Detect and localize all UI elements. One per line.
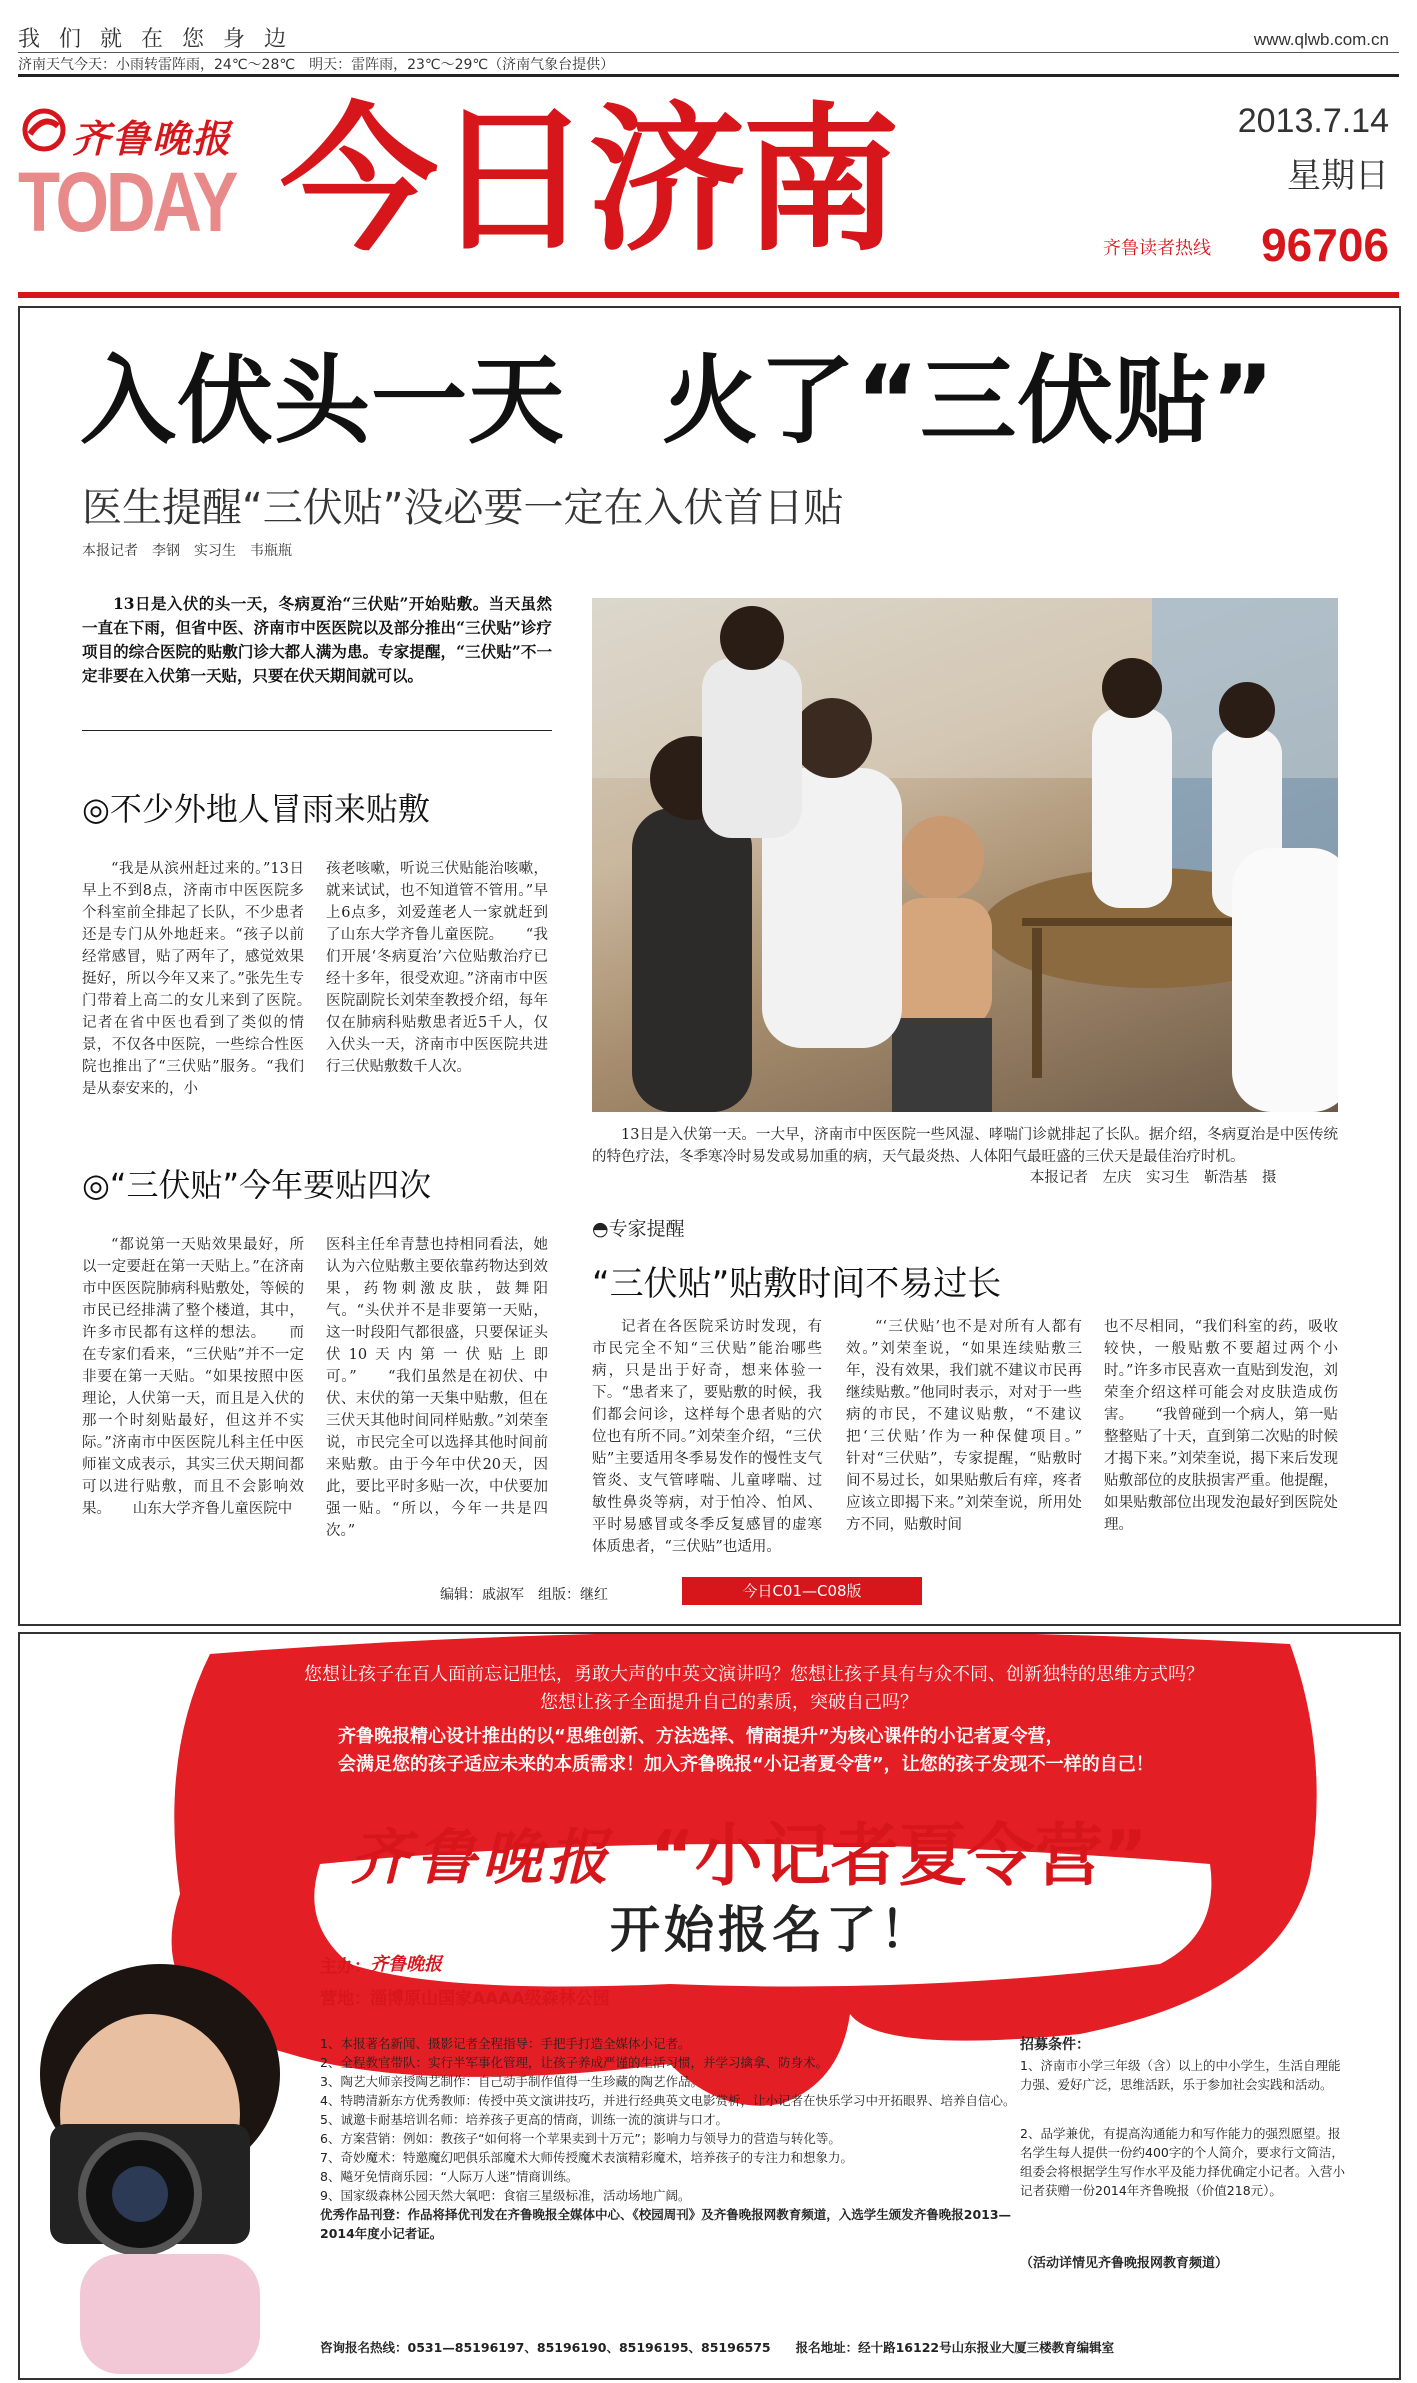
headline: 入伏头一天 火了“三伏贴” (80, 345, 1276, 457)
ad-line-3: 齐鲁晚报精心设计推出的以“思维创新、方法选择、情商提升”为核心课件的小记者夏令营， (338, 1726, 1064, 1747)
section2-col1: “都说第一天贴效果最好，所以一定要赶在第一天贴上。”在济南市中医医院肺病科贴敷处，等候的市民已经排满了整个楼道，其中，许多市民都有这样的想法。 而在专家们看来，“三伏贴”并不一定非要在第一天贴。“如果按照中医理论，人伏第一天，而且是入伏的那一个时刻贴最好，但这并不实际。”济南市中医医院儿科主任中医师崔文成表示，其实三伏天期间都可以进行贴敷，而且不会影响效果。 山东大学齐鲁儿童医院中 (82, 1237, 304, 1517)
weather-bar: 济南天气今天：小雨转雷阵雨，24℃～28℃ 明天：雷阵雨，23℃～29℃（济南气象台提供） (18, 57, 615, 73)
hotline-number[interactable]: 96706 (1261, 219, 1389, 271)
section1-col1: “我是从滨州赶过来的。”13日早上不到8点，济南市中医医院多个科室前全排起了长队，不少患者还是专门从外地赶来。“孩子以前经常感冒，贴了两年了，感觉效果挺好，所以今年又来了。”张先生专门带着上高二的女儿来到了医院。 记者在省中医也看到了类似的情景，不仅各中医院，一些综合性医院也推出了“三伏贴”服务。“我们是从泰安来的，小 (82, 861, 333, 1097)
ad-item: 4、特聘清新东方优秀教师：传授中英文演讲技巧，并进行经典英文电影赏析，让小记者在快乐学习中开拓眼界、培养自信心。 (320, 2093, 1016, 2108)
expert-title: “三伏贴”贴敷时间不易过长 (592, 1264, 1002, 1304)
expert-col2: “‘三伏贴’也不是对所有人都有效。”刘荣奎说，“如果连续贴敷三年，没有效果，我们就不建议市民再继续贴敷。”他同时表示，对对于一些病的市民，不建议贴敷，“不建议把‘三伏贴’作为一种保健项目。” 针对“三伏贴”，专家提醒，“贴敷时间不易过长，如果贴敷后有痒，疼者应该立即揭下来。”刘荣奎说，所用处方不同，贴敷时间 (846, 1319, 1111, 1533)
expert-label: ◓专家提醒 (592, 1218, 685, 1240)
ad-start: 开始报名了！ (610, 1901, 934, 1959)
ad-brand: 齐鲁晚报 (350, 1823, 614, 1893)
photo-illustration (592, 598, 1338, 1112)
edition-badge: 今日C01—C08版 (682, 1577, 922, 1605)
ad-item: 2、全程教官带队：实行半军事化管理，让孩子养成严谨的生活习惯，并学习擒拿、防身术。 (320, 2055, 828, 2070)
expert-col3: 也不尽相同，“我们科室的药，吸收较快，一般贴敷不要超过两个小时。”许多市民喜欢一直贴到发泡，刘荣奎介绍这样可能会对皮肤造成伤害。 “我曾碰到一个病人，第一贴整整贴了十天，直到第二次贴的时候才揭下来。”刘荣奎说，揭下来后发现贴敷部位的皮肤损害严重。他提醒，如果贴敷部位出现发泡最好到医院处理。 (1104, 1319, 1338, 1533)
ad-item: 9、国家级森林公园天然大氧吧：食宿三星级标准，活动场地广阔。 (320, 2188, 691, 2203)
weekday: 星期日 (1287, 156, 1389, 196)
requirement-2: 2、品学兼优，有提高沟通能力和写作能力的强烈愿望。报名学生每人提供一份约400字的个人简介，要求行文简洁，组委会将根据学生写作水平及能力择优确定小记者。入营小记者获赠一份2014年齐鲁晚报（价值218元）。 (1020, 2126, 1346, 2198)
hotline-label: 齐鲁读者热线 (1103, 238, 1211, 259)
ad-frame (18, 1632, 1401, 2380)
ad-item: 8、飚牙免情商乐园：“人际万人迷”情商训练。 (320, 2169, 579, 2184)
expert-col1: 记者在各医院采访时发现，有市民完全不知“三伏贴”能治哪些病，只是出于好奇，想来体验一下。“患者来了，要贴敷的时候，我们都会问诊，这样每个患者贴的穴位也有所不同。”刘荣奎介绍，“三伏贴”主要适用冬季易发作的慢性支气管炎、支气管哮喘、儿童哮喘、过敏性鼻炎等病，对于怕冷、怕风、平时易感冒或冬季反复感冒的虚寒体质患者，“三伏贴”也适用。 (592, 1319, 822, 1555)
ad-item: 7、奇妙魔术：特邀魔幻吧俱乐部魔术大师传授魔术表演精彩魔术，培养孩子的专注力和想象力。 (320, 2150, 853, 2165)
ad-item: 6、方案营销：例如：教孩子“如何将一个苹果卖到十万元”；影响力与领导力的营造与转化等。 (320, 2131, 841, 2146)
editor-credit: 编辑：戚淑军 组版：继红 (440, 1587, 608, 1603)
lead-paragraph: 13日是入伏的头一天，冬病夏治“三伏贴”开始贴敷。当天虽然一直在下雨，但省中医、济南市中医医院以及部分推出“三伏贴”诊疗项目的综合医院的贴敷门诊大都人满为患。专家提醒，“三伏贴”不一定非要在入伏第一天贴，只要在伏天期间就可以。 (82, 594, 552, 685)
ad-line-2: 您想让孩子全面提升自己的素质，突破自己吗？ (540, 1692, 918, 1713)
photo-caption: 13日是入伏第一天。一大早，济南市中医医院一些风湿、哮喘门诊就排起了长队。据介绍，冬病夏治是中医传统的特色疗法，冬季寒冷时易发或易加重的病，天气最炎热、人体阳气最旺盛的三伏天是最佳治疗时机。 (592, 1127, 1338, 1165)
photo-credit: 本报记者 左庆 实习生 靳浩基 摄 (1030, 1170, 1277, 1186)
logo-text: 齐鲁晚报 (72, 116, 233, 161)
issue-date: 2013.7.14 (1237, 102, 1389, 140)
requirement-1: 1、济南市小学三年级（含）以上的中小学生，生活自理能力强、爱好广泛，思维活跃，乐于参加社会实践和活动。 (1020, 2058, 1341, 2092)
ad-item: 1、本报著名新闻、摄影记者全程指导：手把手打造全媒体小记者。 (320, 2036, 691, 2051)
byline: 本报记者 李钢 实习生 韦瓶瓶 (82, 543, 292, 559)
section-title-2: ◎“三伏贴”今年要贴四次 (82, 1166, 432, 1204)
ad-line-4: 会满足您的孩子适应未来的本质需求！加入齐鲁晚报“小记者夏令营”，让您的孩子发现不一样的自己！ (338, 1754, 1154, 1775)
today-wordmark: TODAY (18, 155, 236, 249)
host-label: 主办： (320, 1957, 371, 1977)
ad-item: 3、陶艺大师亲授陶艺制作：自己动手制作值得一生珍藏的陶艺作品。 (320, 2074, 703, 2089)
logo-swirl-icon (22, 108, 66, 152)
website-url[interactable]: www.qlwb.com.cn (1253, 30, 1389, 49)
ad-item: 优秀作品刊登：作品将择优刊发在齐鲁晚报全媒体中心、《校园周刊》及齐鲁晚报网教育频道，入选学生颁发齐鲁晚报2013—2014年度小记者证。 (320, 2207, 1012, 2241)
requirements-title: 招募条件： (1020, 2037, 1090, 2053)
child-camera-photo (20, 1954, 320, 2374)
host-name: 齐鲁晚报 (370, 1954, 442, 1975)
venue-label: 营地： (320, 1989, 371, 2009)
section2-col2: 医科主任牟青慧也持相同看法，她认为六位贴敷主要依靠药物达到效果，药物刺激皮肤，鼓舞阳气。“头伏并不是非要第一天贴，这一时段阳气都很盛，只要保证头伏10天内第一伏贴上即可。” “我们虽然是在初伏、中伏、末伏的第一天集中贴敷，但在三伏天其他时间同样贴敷。”刘荣奎说，市民完全可以选择其他时间前来贴敷。由于今年中伏20天，因此，要比平时多贴一次，中伏要加强一贴。“所以，今年一共是四次。” (326, 1237, 548, 1539)
ad-item: 5、诚邀卡耐基培训名师：培养孩子更高的情商，训练一流的演讲与口才。 (320, 2112, 728, 2127)
subheadline: 医生提醒“三伏贴”没必要一定在入伏首日贴 (82, 485, 844, 531)
qlwb-logo (22, 104, 252, 161)
ad-footer-contact: 咨询报名热线：0531—85196197、85196190、85196195、85196575 报名地址：经十路16122号山东报业大厦三楼教育编辑室 (320, 2340, 1115, 2355)
requirements-note[interactable]: （活动详情见齐鲁晚报网教育频道） (1020, 2256, 1229, 2271)
venue-name: 淄博原山国家AAAA级森林公园 (370, 1989, 610, 2009)
news-photo (592, 598, 1338, 1112)
ad-camp-title: “小记者夏令营” (650, 1817, 1148, 1896)
section-title-1: ◎不少外地人冒雨来贴敷 (82, 790, 430, 828)
slogan: 我 们 就 在 您 身 边 (18, 27, 292, 52)
page-title: 今日济南 (280, 89, 896, 273)
ad-line-1: 您想让孩子在百人面前忘记胆怯，勇敢大声的中英文演讲吗？您想让孩子具有与众不同、创新独特的思维方式吗？ (304, 1664, 1204, 1685)
section1-col2: 孩老咳嗽，听说三伏贴能治咳嗽，就来试试，也不知道管不管用。”早上6点多，刘爱莲老人一家就赶到了山东大学齐鲁儿童医院。 “我们开展‘冬病夏治’六位贴敷治疗已经十多年，很受欢迎。”济南市中医医院副院长刘荣奎教授介绍，每年仅在肺病科贴敷患者近5千人，仅入伏头一天，济南市中医医院共进行三伏贴敷数千人次。 (326, 861, 548, 1075)
ad-items-list (320, 2034, 1020, 2243)
